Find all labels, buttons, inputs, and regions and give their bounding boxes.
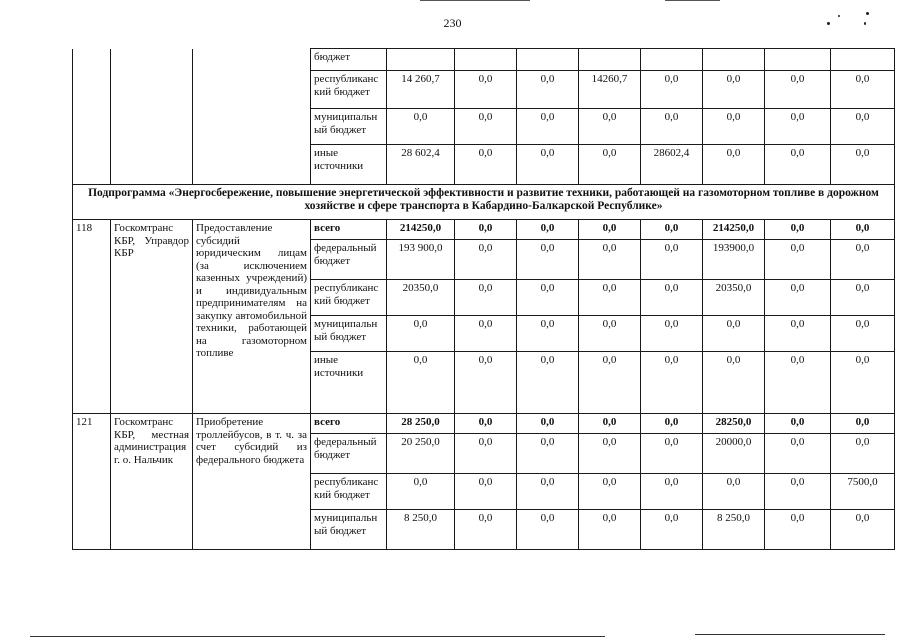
amount-cell: 0,0 [831, 280, 895, 316]
amount-cell: 0,0 [641, 316, 703, 352]
source-label: иные источники [311, 145, 387, 185]
amount-cell: 8 250,0 [387, 510, 455, 550]
amount-cell: 0,0 [641, 474, 703, 510]
amount-cell: 0,0 [455, 240, 517, 280]
amount-cell: 0,0 [765, 352, 831, 414]
amount-cell: 0,0 [765, 145, 831, 185]
amount-cell: 0,0 [455, 510, 517, 550]
amount-cell [517, 49, 579, 71]
amount-cell: 28602,4 [641, 145, 703, 185]
amount-cell: 0,0 [455, 220, 517, 240]
amount-cell: 0,0 [579, 474, 641, 510]
amount-cell: 0,0 [387, 109, 455, 145]
amount-cell: 28250,0 [703, 414, 765, 434]
amount-cell: 0,0 [517, 71, 579, 109]
amount-cell: 214250,0 [703, 220, 765, 240]
source-label: федеральный бюджет [311, 240, 387, 280]
amount-cell: 0,0 [517, 280, 579, 316]
scan-edge-line [665, 0, 720, 1]
item-number: 118 [73, 220, 111, 414]
executor-cell [111, 49, 193, 185]
amount-cell: 0,0 [831, 71, 895, 109]
amount-cell: 0,0 [455, 71, 517, 109]
amount-cell: 214250,0 [387, 220, 455, 240]
amount-cell: 0,0 [765, 240, 831, 280]
amount-cell: 0,0 [765, 434, 831, 474]
amount-cell: 0,0 [517, 109, 579, 145]
amount-cell: 0,0 [517, 510, 579, 550]
amount-cell [703, 49, 765, 71]
amount-cell [579, 49, 641, 71]
number-cell [73, 49, 111, 185]
amount-cell: 0,0 [641, 414, 703, 434]
amount-cell: 0,0 [579, 109, 641, 145]
source-label: республиканс кий бюджет [311, 474, 387, 510]
amount-cell: 0,0 [641, 510, 703, 550]
amount-cell: 0,0 [387, 474, 455, 510]
amount-cell: 0,0 [765, 109, 831, 145]
description-cell [193, 49, 311, 185]
amount-cell: 0,0 [387, 352, 455, 414]
amount-cell: 14260,7 [579, 71, 641, 109]
amount-cell: 0,0 [455, 316, 517, 352]
table-row [73, 414, 895, 434]
item-executor: Госкомтранс КБР, местная администрация г. о. Нальчик [111, 414, 193, 550]
amount-cell: 0,0 [641, 220, 703, 240]
subprogram-title: Подпрограмма «Энергосбережение, повышение энергетической эффективности и развитие техники, работающей на газомоторном топливе в дорожном хозяйстве и сфере транспорта в Кабардино-Балкарской Республике» [73, 185, 895, 220]
amount-cell: 0,0 [831, 145, 895, 185]
amount-cell: 0,0 [831, 352, 895, 414]
amount-cell: 0,0 [765, 510, 831, 550]
amount-cell: 0,0 [455, 414, 517, 434]
amount-cell: 0,0 [703, 145, 765, 185]
amount-cell: 0,0 [579, 220, 641, 240]
item-description: Предоставление субсидий юридическим лицам (за исключением казенных учреждений) и индивидуальным предпринимателям на закупку автомобильной техники, работающей на газомоторном топливе [193, 220, 311, 414]
source-label: муниципальн ый бюджет [311, 109, 387, 145]
amount-cell: 20000,0 [703, 434, 765, 474]
amount-cell: 0,0 [703, 316, 765, 352]
amount-cell: 0,0 [579, 280, 641, 316]
amount-cell: 0,0 [517, 434, 579, 474]
amount-cell: 0,0 [579, 434, 641, 474]
amount-cell: 0,0 [641, 71, 703, 109]
amount-cell: 14 260,7 [387, 71, 455, 109]
amount-cell: 0,0 [517, 145, 579, 185]
subprogram-header [73, 185, 895, 220]
source-label: иные источники [311, 352, 387, 414]
amount-cell: 0,0 [831, 109, 895, 145]
scan-speck [864, 22, 866, 25]
amount-cell: 20 250,0 [387, 434, 455, 474]
amount-cell [455, 49, 517, 71]
amount-cell: 0,0 [517, 316, 579, 352]
item-executor: Госкомтранс КБР, Управдор КБР [111, 220, 193, 414]
amount-cell: 0,0 [765, 220, 831, 240]
continued-rows [73, 49, 895, 185]
budget-table [72, 48, 895, 550]
source-label: бюджет [311, 49, 387, 71]
amount-cell: 0,0 [831, 434, 895, 474]
amount-cell: 0,0 [641, 280, 703, 316]
amount-cell: 0,0 [517, 474, 579, 510]
item-118 [73, 220, 895, 414]
amount-cell: 0,0 [455, 434, 517, 474]
amount-cell: 0,0 [455, 109, 517, 145]
amount-cell: 0,0 [703, 352, 765, 414]
item-description: Приобретение троллейбусов, в т. ч. за счет субсидий из федерального бюджета [193, 414, 311, 550]
amount-cell: 0,0 [641, 109, 703, 145]
source-label: муниципальн ый бюджет [311, 316, 387, 352]
item-number: 121 [73, 414, 111, 550]
amount-cell: 0,0 [387, 316, 455, 352]
amount-cell: 0,0 [579, 240, 641, 280]
amount-cell: 0,0 [831, 220, 895, 240]
amount-cell [765, 49, 831, 71]
amount-cell: 0,0 [455, 280, 517, 316]
amount-cell: 0,0 [641, 240, 703, 280]
source-label: всего [311, 414, 387, 434]
amount-cell [641, 49, 703, 71]
amount-cell: 0,0 [579, 352, 641, 414]
page-bottom-rule [695, 634, 885, 635]
amount-cell: 0,0 [455, 145, 517, 185]
amount-cell: 0,0 [517, 240, 579, 280]
page-number: 230 [443, 16, 462, 30]
amount-cell: 8 250,0 [703, 510, 765, 550]
source-label: республиканс кий бюджет [311, 71, 387, 109]
amount-cell: 0,0 [455, 352, 517, 414]
amount-cell: 0,0 [765, 280, 831, 316]
amount-cell: 0,0 [703, 109, 765, 145]
item-121 [73, 414, 895, 550]
source-label: федеральный бюджет [311, 434, 387, 474]
scan-speck [838, 15, 840, 17]
amount-cell: 0,0 [831, 316, 895, 352]
amount-cell: 0,0 [579, 510, 641, 550]
table-row [73, 220, 895, 240]
amount-cell: 0,0 [831, 510, 895, 550]
table-row [73, 49, 895, 71]
source-label: всего [311, 220, 387, 240]
source-label: республиканс кий бюджет [311, 280, 387, 316]
scan-speck [866, 12, 869, 15]
amount-cell: 0,0 [765, 71, 831, 109]
source-label: муниципальн ый бюджет [311, 510, 387, 550]
amount-cell: 20350,0 [703, 280, 765, 316]
amount-cell: 20350,0 [387, 280, 455, 316]
amount-cell: 0,0 [579, 316, 641, 352]
amount-cell: 0,0 [517, 414, 579, 434]
amount-cell: 193 900,0 [387, 240, 455, 280]
amount-cell: 7500,0 [831, 474, 895, 510]
scan-speck [827, 22, 830, 25]
amount-cell [831, 49, 895, 71]
amount-cell: 0,0 [831, 240, 895, 280]
amount-cell: 193900,0 [703, 240, 765, 280]
scan-edge-line [420, 0, 530, 1]
amount-cell: 0,0 [579, 145, 641, 185]
amount-cell: 0,0 [765, 414, 831, 434]
amount-cell: 28 250,0 [387, 414, 455, 434]
amount-cell: 0,0 [579, 414, 641, 434]
amount-cell: 0,0 [765, 316, 831, 352]
amount-cell: 0,0 [517, 220, 579, 240]
amount-cell: 0,0 [455, 474, 517, 510]
amount-cell: 0,0 [831, 414, 895, 434]
amount-cell: 0,0 [641, 434, 703, 474]
page-bottom-rule [30, 636, 605, 637]
amount-cell: 0,0 [703, 71, 765, 109]
amount-cell: 28 602,4 [387, 145, 455, 185]
amount-cell: 0,0 [765, 474, 831, 510]
amount-cell: 0,0 [703, 474, 765, 510]
amount-cell: 0,0 [641, 352, 703, 414]
amount-cell: 0,0 [517, 352, 579, 414]
amount-cell [387, 49, 455, 71]
